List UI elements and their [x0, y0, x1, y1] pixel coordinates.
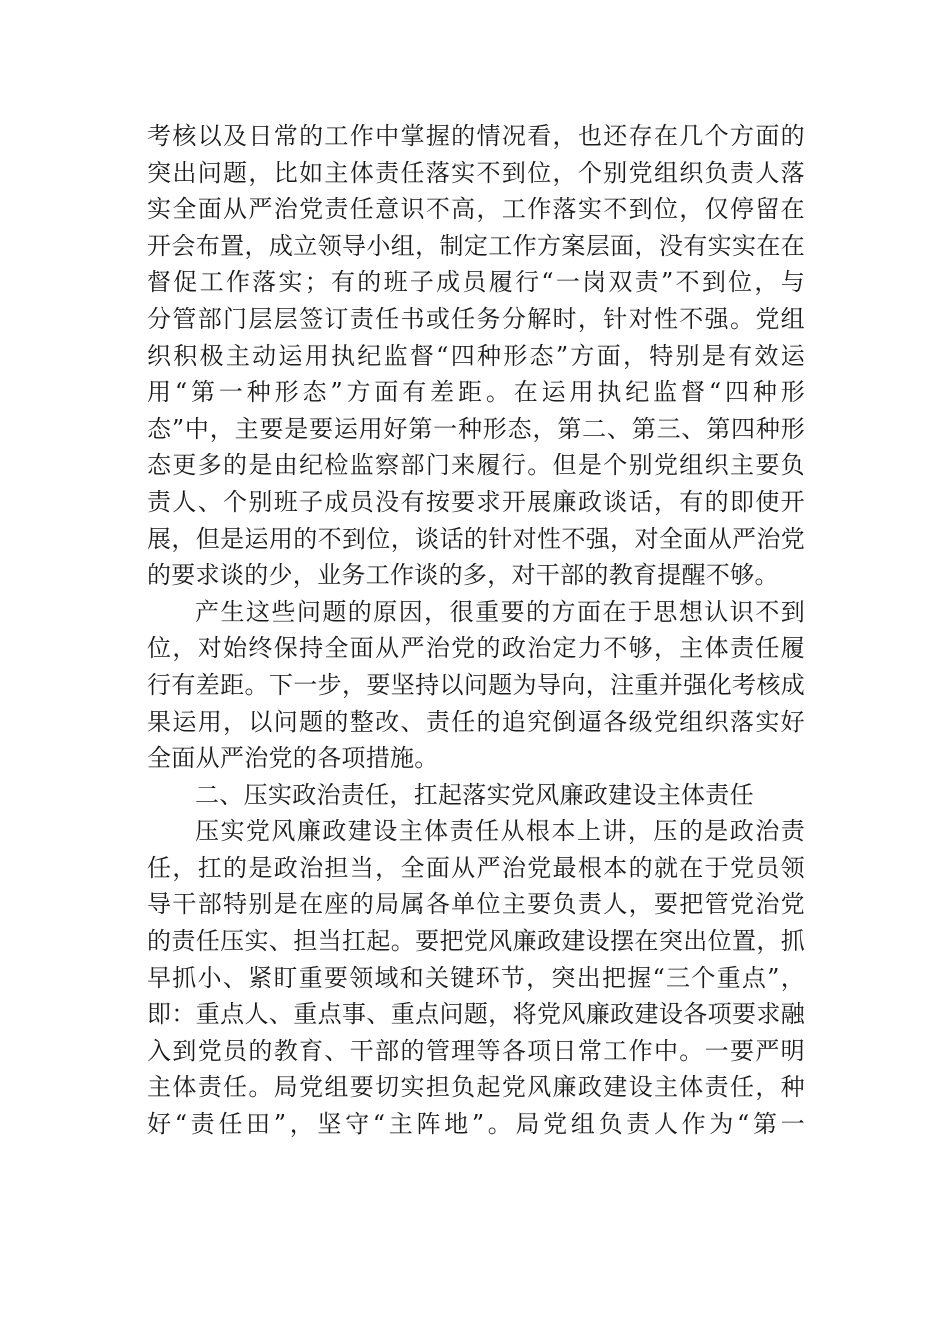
text-line: 产生这些问题的原因，很重要的方面在于思想认识不到	[195, 597, 805, 626]
text-line: 全面从严治党的各项措施。	[147, 744, 439, 773]
text-line: 即：重点人、重点事、重点问题，将党风廉政建设各项要求融	[147, 1000, 805, 1029]
text-line: 突出问题，比如主体责任落实不到位，个别党组织负责人落	[147, 158, 805, 187]
text-line: 主体责任。局党组要切实担负起党风廉政建设主体责任，种	[147, 1073, 805, 1102]
text-line: 态更多的是由纪检监察部门来履行。但是个别党组织主要负	[147, 451, 805, 480]
text-line: 开会布置，成立领导小组，制定工作方案层面，没有实实在在	[147, 231, 805, 260]
text-line: 用“第一种形态”方面有差距。在运用执纪监督“四种形	[147, 378, 805, 407]
text-line: 督促工作落实；有的班子成员履行“一岗双责”不到位，与	[147, 268, 805, 297]
text-line: 果运用，以问题的整改、责任的追究倒逼各级党组织落实好	[147, 707, 805, 736]
text-line: 任，扛的是政治担当，全面从严治党最根本的就在于党员领	[147, 853, 805, 882]
text-line: 的责任压实、担当扛起。要把党风廉政建设摆在突出位置，抓	[147, 927, 805, 956]
document-body-text	[147, 118, 805, 1143]
text-line: 行有差距。下一步，要坚持以问题为导向，注重并强化考核成	[147, 670, 805, 699]
text-line: 早抓小、紧盯重要领域和关键环节，突出把握“三个重点”，	[147, 963, 805, 992]
text-line: 的要求谈的少，业务工作谈的多，对干部的教育提醒不够。	[147, 561, 779, 590]
text-line: 位，对始终保持全面从严治党的政治定力不够，主体责任履	[147, 634, 805, 663]
text-line: 实全面从严治党责任意识不高，工作落实不到位，仅停留在	[147, 195, 805, 224]
text-line: 态”中，主要是要运用好第一种形态，第二、第三、第四种形	[147, 414, 805, 443]
text-line: 入到党员的教育、干部的管理等各项日常工作中。一要严明	[147, 1036, 805, 1065]
text-line: 二、压实政治责任，扛起落实党风廉政建设主体责任	[195, 780, 754, 809]
text-line: 考核以及日常的工作中掌握的情况看，也还存在几个方面的	[147, 122, 805, 150]
text-line: 好“责任田”，坚守“主阵地”。局党组负责人作为“第一	[147, 1110, 805, 1139]
text-line: 压实党风廉政建设主体责任从根本上讲，压的是政治责	[195, 817, 805, 846]
text-line: 织积极主动运用执纪监督“四种形态”方面，特别是有效运	[147, 341, 805, 370]
text-line: 展，但是运用的不到位，谈话的针对性不强，对全面从严治党	[147, 524, 805, 553]
text-line: 导干部特别是在座的局属各单位主要负责人，要把管党治党	[147, 890, 805, 919]
text-line: 责人、个别班子成员没有按要求开展廉政谈话，有的即使开	[147, 487, 805, 516]
text-line: 分管部门层层签订责任书或任务分解时，针对性不强。党组	[147, 304, 805, 333]
